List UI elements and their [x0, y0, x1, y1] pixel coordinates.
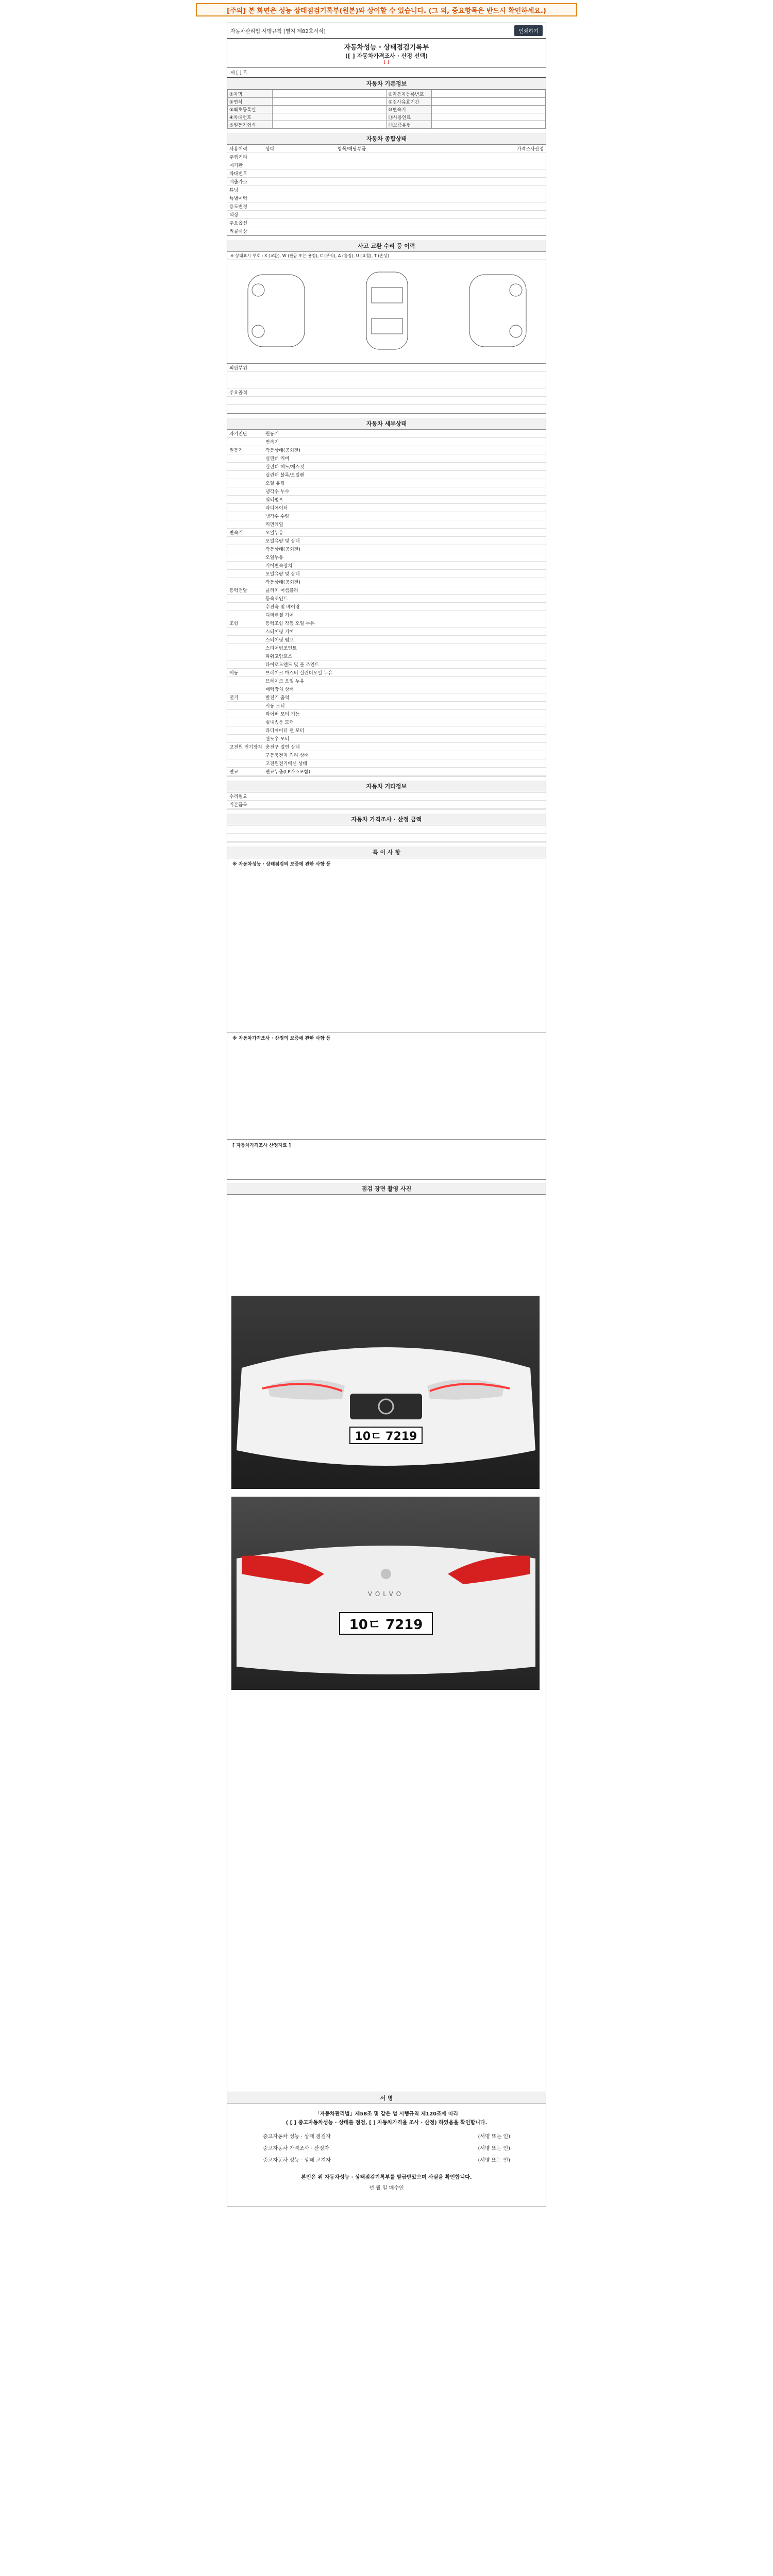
other-label: 기본품목	[229, 803, 247, 808]
title-note: [ ]	[384, 60, 389, 65]
detail-group: 변속기	[229, 531, 243, 536]
condition-row	[227, 219, 546, 227]
other-row	[227, 792, 546, 801]
field-label: ①차명	[228, 90, 273, 98]
detail-item: 스티어링 펌프	[265, 638, 294, 643]
signature-statement-2: ( [ ] 중고자동차성능 · 상태를 점검, [ ] 자동차가격을 조사 · 산정) 하였음을 확인합니다.	[285, 2120, 488, 2126]
paragraph-line	[232, 1069, 541, 1076]
paragraph-line	[232, 975, 541, 982]
basic-info-row	[228, 106, 546, 113]
detail-item: 등속조인트	[265, 597, 288, 602]
condition-row	[227, 194, 546, 202]
paragraph-line	[232, 1082, 541, 1089]
buyer-confirmation: 본인은 위 자동차성능 · 상태점검기록부를 발급받았으며 사실을 확인합니다.	[301, 2175, 472, 2180]
field-label: ②연식	[228, 98, 273, 106]
field-label: ④차대번호	[228, 113, 273, 121]
condition-row	[227, 227, 546, 235]
rear-brand-badge: VOLVO	[367, 1590, 405, 1598]
detail-row	[227, 693, 546, 702]
detail-row	[227, 512, 546, 520]
notifier-label: 중고자동차 성능 · 상태 고지자	[263, 2158, 331, 2163]
detail-row	[227, 735, 546, 743]
detail-item: 윈도우 모터	[265, 737, 290, 742]
price-assessor-label: 중고자동차 가격조사 · 산정자	[263, 2146, 329, 2151]
accident-heading: 사고 교환 수리 등 이력	[227, 240, 546, 252]
detail-item: 기어변속장치	[265, 564, 293, 569]
detail-item: 스티어링조인트	[265, 646, 297, 651]
condition-row	[227, 211, 546, 219]
detail-row	[227, 529, 546, 537]
detail-row	[227, 669, 546, 677]
detail-group: 전기	[229, 696, 239, 701]
condition-row	[227, 145, 546, 153]
detail-item: 오일유량 및 상태	[265, 572, 300, 577]
basic-info-row	[228, 113, 546, 121]
detail-row	[227, 644, 546, 652]
field-value	[431, 106, 546, 113]
detail-rows	[227, 430, 546, 776]
detail-item: 구동축전지 격리 상태	[265, 753, 309, 758]
detail-row	[227, 463, 546, 471]
detail-item: 라디에이터 팬 모터	[265, 728, 305, 734]
detail-item: 클러치 어셈블리	[265, 588, 298, 594]
detail-row	[227, 438, 546, 446]
paragraph-line	[232, 1089, 541, 1096]
detail-item: 냉각수 수량	[265, 514, 290, 519]
condition-cell: 상태	[265, 147, 275, 152]
detail-item: 워터펌프	[265, 498, 283, 503]
inspection-document	[227, 23, 546, 2207]
paragraph-line	[232, 1002, 541, 1009]
paragraph-line	[232, 908, 541, 915]
detail-group: 자기진단	[229, 432, 247, 437]
detail-row	[227, 520, 546, 529]
condition-cell: 용도변경	[229, 205, 247, 210]
condition-rows	[227, 145, 546, 236]
paragraph-line	[232, 1042, 541, 1049]
detail-group: 고전원 전기장치	[229, 745, 262, 750]
detail-row	[227, 677, 546, 685]
detail-row	[227, 446, 546, 454]
warranty-inspection-notes	[227, 858, 546, 1032]
other-rows	[227, 792, 546, 809]
detail-item: 스티어링 기어	[265, 630, 294, 635]
detail-row	[227, 562, 546, 570]
paragraph-line	[232, 882, 541, 888]
basic-info-table	[227, 90, 546, 129]
field-value	[431, 121, 546, 129]
detail-item: 실내송풍 모터	[265, 720, 294, 725]
photo-heading: 점검 장면 촬영 사진	[227, 1183, 546, 1195]
condition-row	[227, 178, 546, 186]
detail-item: 실린더 헤드/개스킷	[265, 465, 305, 470]
detail-row	[227, 553, 546, 562]
detail-item: 실린더 블록/오일팬	[265, 473, 305, 478]
paragraph-line	[232, 1022, 541, 1029]
basic-info-heading: 자동차 기본정보	[227, 78, 546, 90]
notes-section1: ※ 자동차성능 · 상태점검의 보증에 관한 사항 등	[232, 862, 331, 867]
paragraph-line	[232, 1163, 541, 1170]
detail-item: 시동 모터	[265, 704, 285, 709]
detail-item: 동력조향 작동 오일 누유	[265, 621, 315, 626]
condition-cell: 계기판	[229, 163, 243, 168]
paragraph-line	[232, 955, 541, 962]
condition-cell: 배출가스	[229, 180, 247, 185]
detail-item: 추진축 및 베어링	[265, 605, 300, 610]
field-value	[431, 98, 546, 106]
rear-license-plate: 10ㄷ 7219	[349, 1617, 423, 1633]
detail-row	[227, 611, 546, 619]
paragraph-line	[232, 868, 541, 875]
accident-parts	[227, 364, 546, 414]
paragraph-line	[232, 915, 541, 922]
condition-cell: 튜닝	[229, 188, 239, 193]
condition-cell: 가격조사산정	[516, 147, 544, 152]
warning-banner: [주의] 본 화면은 성능 상태점검기록부(원본)와 상이할 수 있습니다. (그 외, 중요항목은 반드시 확인하세요.)	[196, 3, 577, 16]
car-side-right-icon	[464, 269, 531, 352]
field-value	[273, 113, 387, 121]
buyer-date: 년 월 일 매수인	[369, 2185, 404, 2191]
detail-item: 고전원전기배선 상태	[265, 761, 308, 767]
paragraph-line	[232, 928, 541, 935]
rear-photo	[231, 1497, 540, 1690]
paragraph-line	[232, 1056, 541, 1062]
status-legend: ※ 상태표시 부호 : X (교환), W (판금 또는 용접), C (부식), A (흠집), U (요철), T (손상)	[227, 252, 546, 260]
detail-item: 파워고압호스	[265, 654, 293, 659]
paragraph-line	[232, 922, 541, 928]
detail-row	[227, 768, 546, 776]
paragraph-line	[232, 1015, 541, 1022]
detail-item: 오일 유량	[265, 481, 285, 486]
detail-row	[227, 652, 546, 660]
condition-row	[227, 161, 546, 170]
detail-row	[227, 595, 546, 603]
document-header	[227, 23, 546, 39]
condition-heading: 자동차 종합상태	[227, 133, 546, 145]
paragraph-line	[232, 1109, 541, 1116]
notes-section2: ※ 자동차가격조사 · 산정의 보증에 관한 사항 등	[232, 1036, 331, 1041]
condition-cell: 주행거리	[229, 155, 247, 160]
detail-row	[227, 430, 546, 438]
notes-section3: [ 자동차가격조사 산정자료 ]	[232, 1143, 291, 1148]
field-value	[273, 106, 387, 113]
page-title: 자동차성능 · 상태점검기록부	[344, 44, 429, 52]
details-heading: 자동차 세부상태	[227, 418, 546, 430]
detail-group: 원동기	[229, 448, 243, 453]
detail-item: 배력장치 상태	[265, 687, 294, 692]
inspector-label: 중고자동차 성능 · 상태 점검자	[263, 2134, 331, 2140]
document-number: 제 [ ] 호	[227, 67, 546, 78]
field-label: ⑪사용연료	[386, 113, 431, 121]
detail-group: 동력전달	[229, 588, 247, 594]
condition-row	[227, 153, 546, 161]
detail-row	[227, 487, 546, 496]
paragraph-line	[232, 1149, 541, 1156]
signature-section	[227, 2092, 546, 2192]
main-frame-label: 주요골격	[229, 391, 247, 396]
field-label: ⑫보증유형	[386, 121, 431, 129]
front-photo	[231, 1296, 540, 1489]
title-block	[227, 39, 546, 67]
page-subtitle: ([ ] 자동차가격조사 · 산정 선택)	[345, 53, 428, 59]
paragraph-line	[232, 1076, 541, 1082]
detail-row	[227, 586, 546, 595]
field-label: ⑨검사유효기간	[386, 98, 431, 106]
detail-row	[227, 578, 546, 586]
other-row	[227, 801, 546, 809]
detail-row	[227, 545, 546, 553]
condition-cell: 항목/해당부품	[338, 147, 366, 152]
detail-item: 디퍼렌셜 기어	[265, 613, 294, 618]
detail-row	[227, 759, 546, 768]
detail-row	[227, 726, 546, 735]
condition-cell: 차대번호	[229, 172, 247, 177]
field-value	[273, 121, 387, 129]
detail-item: 타이로드엔드 및 볼 조인트	[265, 663, 320, 668]
front-license-plate: 10ㄷ 7219	[355, 1430, 417, 1443]
field-value	[273, 98, 387, 106]
condition-cell: 특별이력	[229, 196, 247, 201]
condition-row	[227, 186, 546, 194]
field-label: ⑧자동차등록번호	[386, 90, 431, 98]
paragraph-line	[232, 948, 541, 955]
detail-row	[227, 718, 546, 726]
detail-item: 커먼레일	[265, 522, 283, 528]
paragraph-line	[232, 1009, 541, 1015]
detail-row	[227, 496, 546, 504]
field-value	[431, 90, 546, 98]
field-value	[431, 113, 546, 121]
paragraph-line	[232, 989, 541, 995]
detail-row	[227, 743, 546, 751]
detail-row	[227, 570, 546, 578]
paragraph-line	[232, 1129, 541, 1136]
detail-row	[227, 504, 546, 512]
paragraph-line	[232, 888, 541, 895]
detail-item: 연료누출(LP가스포함)	[265, 770, 311, 775]
detail-item: 작동상태(공회전)	[265, 580, 300, 585]
detail-row	[227, 537, 546, 545]
detail-item: 오일누유	[265, 531, 283, 536]
detail-item: 원동기	[265, 432, 279, 437]
notifier-sign: (서명 또는 인)	[478, 2158, 510, 2163]
detail-group: 제동	[229, 671, 239, 676]
paragraph-line	[232, 969, 541, 975]
detail-item: 브레이크 오일 누유	[265, 679, 305, 684]
detail-row	[227, 636, 546, 644]
field-value	[273, 90, 387, 98]
paragraph-line	[232, 1156, 541, 1163]
detail-row	[227, 702, 546, 710]
signature-statement: 「자동차관리법」제58조 및 같은 법 시행규칙 제120조에 따라	[314, 2111, 459, 2117]
price-heading: 자동차 가격조사 · 산정 금액	[227, 814, 546, 825]
other-label: 수리필요	[229, 794, 247, 800]
paragraph-line	[232, 1096, 541, 1103]
detail-group: 연료	[229, 770, 239, 775]
detail-row	[227, 628, 546, 636]
detail-row	[227, 603, 546, 611]
condition-row	[227, 170, 546, 178]
detail-item: 작동상태(공회전)	[265, 547, 300, 552]
detail-row	[227, 685, 546, 693]
detail-item: 발전기 출력	[265, 696, 290, 701]
paragraph-line	[232, 1116, 541, 1123]
inspector-sign: (서명 또는 인)	[478, 2134, 510, 2140]
form-title: 자동차관리법 시행규칙 [별지 제82호서식]	[230, 29, 326, 35]
paragraph-line	[232, 1049, 541, 1056]
condition-cell: 색상	[229, 213, 239, 218]
paragraph-line	[232, 962, 541, 969]
detail-row	[227, 660, 546, 669]
detail-row	[227, 471, 546, 479]
paragraph-line	[232, 995, 541, 1002]
detail-row	[227, 751, 546, 759]
detail-item: 충전구 절연 상태	[265, 745, 300, 750]
paragraph-line	[232, 902, 541, 908]
paragraph-line	[232, 1103, 541, 1109]
paragraph-line	[232, 982, 541, 989]
condition-row	[227, 202, 546, 211]
condition-cell: 사용이력	[229, 147, 247, 152]
field-label: ③최초등록일	[228, 106, 273, 113]
price-data-notes	[227, 1140, 546, 1180]
paragraph-line	[232, 895, 541, 902]
outer-panel-label: 외판부위	[229, 366, 247, 371]
paragraph-line	[232, 1062, 541, 1069]
field-label: ⑤원동기형식	[228, 121, 273, 129]
basic-info-row	[228, 90, 546, 98]
front-car-illustration	[231, 1296, 540, 1489]
car-top-icon	[354, 269, 421, 352]
print-button[interactable]: 인쇄하기	[514, 25, 543, 36]
detail-row	[227, 710, 546, 718]
car-side-left-icon	[243, 269, 310, 352]
detail-group: 조향	[229, 621, 239, 626]
detail-item: 변속기	[265, 440, 279, 445]
detail-item: 라디에이터	[265, 506, 288, 511]
detail-row	[227, 454, 546, 463]
basic-info-row	[228, 121, 546, 129]
signature-heading: 서 명	[227, 2092, 546, 2104]
price-rows	[227, 825, 546, 842]
others-heading: 자동차 기타정보	[227, 781, 546, 792]
paragraph-line	[232, 875, 541, 882]
car-diagram-area	[227, 260, 546, 364]
detail-item: 오일유량 및 상태	[265, 539, 300, 544]
warranty-price-notes	[227, 1032, 546, 1140]
detail-item: 오일누유	[265, 555, 283, 561]
detail-item: 냉각수 누수	[265, 489, 290, 495]
condition-cell: 리콜대상	[229, 229, 247, 234]
detail-row	[227, 619, 546, 628]
paragraph-line	[232, 935, 541, 942]
paragraph-line	[232, 1170, 541, 1176]
detail-row	[227, 479, 546, 487]
detail-item: 와이퍼 모터 기능	[265, 712, 300, 717]
basic-info-row	[228, 98, 546, 106]
notes-heading: 특 이 사 항	[227, 846, 546, 858]
field-label: ⑩변속기	[386, 106, 431, 113]
detail-item: 작동상태(공회전)	[265, 448, 300, 453]
assessor-sign: (서명 또는 인)	[478, 2146, 510, 2151]
condition-cell: 주요옵션	[229, 221, 247, 226]
detail-item: 브레이크 마스터 실린더오일 누유	[265, 671, 333, 676]
detail-item: 실린더 커버	[265, 456, 290, 462]
paragraph-line	[232, 942, 541, 948]
paragraph-line	[232, 1123, 541, 1129]
